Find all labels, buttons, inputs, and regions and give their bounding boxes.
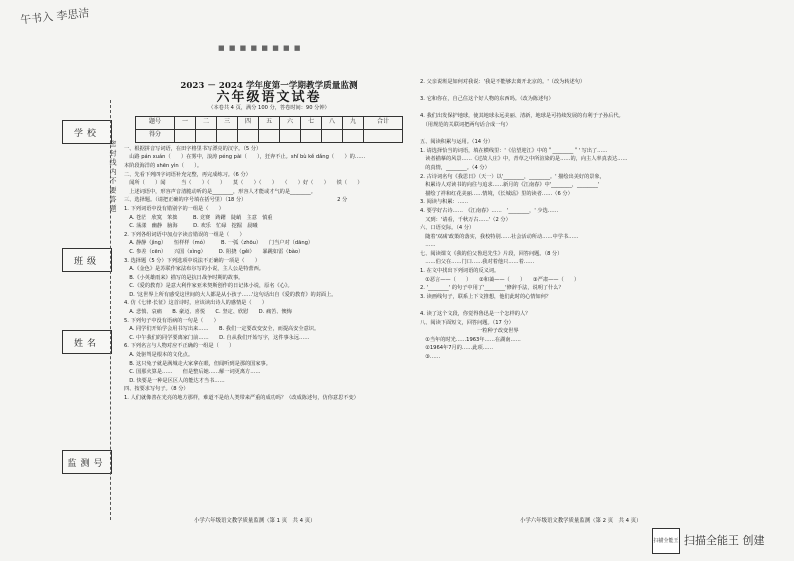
question-line: A. 悲愤、哀痛 B. 豪迈、喜悦 C. 坚定、欣慰 D. 痛苦、懊悔 xyxy=(124,309,292,316)
question-line: 的真情，________。（4 分） xyxy=(420,164,490,171)
score-header-cell: 七 xyxy=(300,116,321,129)
score-header-cell: 一 xyxy=(174,116,195,129)
score-header-cell: 六 xyxy=(279,116,300,129)
question-line: 1. 请选择恰当的词语，填在横线里：'《信望迎江》中的＂________＂' 写出了…… xyxy=(420,147,608,154)
score-cell[interactable] xyxy=(195,129,216,142)
question-line: 4. 仿《七律·长征》这首诗时，应该读出诗人的感情是（ ） xyxy=(124,300,268,307)
question-line: 1. 人们就像善在光亮的地方那样，难道不是给人类带来严重的成功吗？（改成陈述句，仿你意思不变） xyxy=(124,395,359,401)
question-line: ①当年的时光……1963年……在湖南…… xyxy=(420,336,521,343)
question-line xyxy=(420,87,724,96)
exam-note: （本卷共 4 页，满分 100 分，答卷时间：90 分钟） xyxy=(208,105,330,112)
question-line: 六、口语交际。（4 分） xyxy=(420,225,475,232)
question-line: A. 处驱驾是根本的文化点。 xyxy=(124,352,194,359)
question-line: A.《金色》是苏联作家法布尔写的小说，主人公是特蕾西。 xyxy=(124,266,264,273)
exam-subtitle: 六年级语文试卷 xyxy=(216,89,322,105)
score-table xyxy=(135,116,403,143)
question-line: ①恶言——（ ） ②和蔼——（ ） ③严肃——（ ） xyxy=(420,276,580,283)
question-line: 3. 阅读与积累：…… xyxy=(420,199,469,206)
score-header-cell: 五 xyxy=(258,116,279,129)
score-cell[interactable] xyxy=(321,129,342,142)
school-label: 学校 xyxy=(62,120,112,144)
score-header-cell: 八 xyxy=(321,116,342,129)
handwritten-note: 午书入 李思洁 xyxy=(19,6,91,27)
exam-title: 2023 － 2024 学年度第一学期教学质量监测 xyxy=(180,81,358,91)
score-header-cell: 二 xyxy=(195,116,216,129)
name-label: 姓名 xyxy=(62,330,112,354)
score-cell[interactable] xyxy=(237,129,258,142)
question-line: ③…… xyxy=(420,354,441,360)
question-line: D. 快要是一种是区区人的能达才当书…… xyxy=(124,377,225,384)
question-line: 2. 下列各组词语中加点字读音错误的一组是（ ） xyxy=(124,231,245,238)
question-line: 读者描摹的风景……《过故人庄》中，青草之中所渲染的是……的，向主人率真表达…… xyxy=(420,156,628,163)
question-line: 闻所（ ）闻 当（ ）（ ） 莫（ ）（ ） （ ）好（ ） 铁（ ） xyxy=(124,180,363,187)
question-line: 积累诗人对读书的向往与追求……新月的《江南春》中'________，________' xyxy=(420,182,600,189)
question-line: 4. 我们出发保护地球，使其地球永远美丽、清新，地球是可持续发展的有利于子孙后代。 xyxy=(420,113,624,120)
question-line: 描绘了祥和红花美丽……情境，《长城谣》里的读者……（6 分） xyxy=(420,190,573,197)
question-line: A. 静静（jìng） 恒样样（mó） B. 一弧（zhōu） 门当户对（dāng） xyxy=(124,240,314,247)
question-line: 山路 pán xuán（ ）在雾中，浪涛 péng pài（ ），狂奔不止。shǐ bù kě dǎng（ ）的…… xyxy=(124,154,366,161)
question-line: 4. 读了这个文段，你觉得鲁迅是一个怎样的人？ xyxy=(420,311,531,318)
left-page xyxy=(124,78,414,528)
score-row-label: 得分 xyxy=(136,129,175,142)
question-line: 四、按要求写句子。（8 分） xyxy=(124,386,189,393)
score-header-cell: 题号 xyxy=(136,116,175,129)
question-line xyxy=(420,104,724,113)
scanner-logo: 扫描全能王 xyxy=(652,528,680,554)
score-cell[interactable] xyxy=(363,129,402,142)
question-line: …… xyxy=(420,242,436,249)
score-cell[interactable] xyxy=(300,129,321,142)
score-header-cell: 三 xyxy=(216,116,237,129)
question-line: 八、阅读下面短文，回答问题。（17 分） xyxy=(420,319,514,326)
score-header-cell: 四 xyxy=(237,116,258,129)
question-line: 2. 父亲说班是如何对我说：'我是不能够去离开北京的。'（改为转述句） xyxy=(420,79,586,85)
seal-dashed-line xyxy=(110,100,111,520)
question-line: C. 中午我们的同学要离家门前…… D. 自从我们开始写字，这件事永远…… xyxy=(124,334,310,341)
question-line xyxy=(420,130,724,139)
question-line: 2. '________' 的句子中用了'________'修辞手法，说明了什么？ xyxy=(420,285,564,292)
question-line: 3. 它和你在，自己住这个好人物的东西吗。（改为陈述句） xyxy=(420,96,554,103)
score-cell[interactable] xyxy=(342,129,363,142)
question-line: 4. 要学好古诗…… 《江南春》…… '________，' 少选…… xyxy=(420,207,559,214)
question-line: ②1964年7月的……此项…… xyxy=(420,345,494,352)
score-cell[interactable] xyxy=(216,129,237,142)
question-line: 上述词语中，形容声音清脆动听的是________，形容人才能或才气的是________。 xyxy=(124,188,316,195)
binding-strip xyxy=(62,100,122,520)
score-cell[interactable] xyxy=(174,129,195,142)
question-line: 3. 读画线句子，联系上下文推想，他们此时的心情如何？ xyxy=(420,293,552,300)
question-line: 2. 古诗词名句《我思日》（天一）以'________，________。' 描绘出美好的景象， xyxy=(420,173,605,180)
question-line: C. 参差（cēn） 兴国（xìng） D. 阻挠（gěi） 暴跳如雷（bào） xyxy=(124,248,304,255)
question-line: 五、阅读积累与运用。（14 分） xyxy=(420,139,494,146)
question-line: 3. 选择题（5 分）下列选项中说法不正确的一项是（ ） xyxy=(124,257,261,264)
question-line: 随着'双减'政策的落实，我校特别……社会活动所动……中学书…… xyxy=(420,233,579,240)
question-line: 二、先看下列四字词语补充完整，再完成练习。（6 分） xyxy=(124,171,251,178)
scan-marks: ■ ■ ■ ■ ■ ■ ■ ■ xyxy=(218,44,302,52)
class-label: 班级 xyxy=(62,248,112,272)
question-line: 5. 下列句子中没有语病的一句是（ ） xyxy=(124,317,219,324)
question-line: （用规范的关联词把两句话合成一句） xyxy=(420,121,511,128)
question-line: A. 同学们开始学会用书写出来…… B. 我们一定要改变安全，而提高安全意识。 xyxy=(124,326,320,333)
question-line: D. '这世界上所有感受这世间的大人都是从小孩子……'这句话出自《爱的教育》的封面上。 xyxy=(124,291,337,298)
right-footer: 小学六年级语文教学质量监测（第 2 页 共 4 页） xyxy=(520,518,642,525)
right-questions xyxy=(420,78,724,362)
question-line: C. 国那火算是…… 但是整后她……解一词更离方…… xyxy=(124,369,261,376)
question-line: 又到：'请看，千秋万古……'（2 分） xyxy=(420,216,511,223)
score-cell[interactable] xyxy=(279,129,300,142)
question-line: B. 这只兔子就是满城走大家拿在眼，但闻听到是那的国家事。 xyxy=(124,360,271,367)
question-line: 三、选择题。（请把正确的序号填在括号里）（18 分） 2 分 xyxy=(124,197,348,204)
left-footer: 小学六年级语文教学质量监测（第 1 页 共 4 页） xyxy=(194,518,316,525)
question-line: 七、阅读课文《我的伯父鲁迅先生》片段，回答问题。（8 分） xyxy=(420,250,563,257)
exam-number-label: 监测号 xyxy=(62,450,112,474)
question-line: 1. 在文中找出下列词语的反义词。 xyxy=(420,268,500,275)
score-header-cell: 九 xyxy=(342,116,363,129)
question-line: 一粒种子改变世界 xyxy=(420,328,519,335)
question-line: B.《小英雄雨来》描写的是抗日战争时期的故事。 xyxy=(124,274,244,281)
scanner-watermark: 扫描全能王 创建 xyxy=(684,534,765,547)
left-questions xyxy=(124,145,414,403)
score-cell[interactable] xyxy=(258,129,279,142)
question-line: 1. 下列词语中没有错别字的一组是（ ） xyxy=(124,205,224,212)
question-line: 本阶段海洋的 shēn yìn（ ）。 xyxy=(124,162,203,169)
seal-line-text: 密 封 线 内 不 要 答 题 xyxy=(109,140,117,212)
question-line: C. 荡漾 幽静 脑海 D. 欢乐 忙碌 挖掘 晨曦 xyxy=(124,223,258,230)
score-header-cell: 合计 xyxy=(363,116,402,129)
question-line: C.《爱的教育》是意大利作家亚米契斯创作的日记体小说，原名《心》。 xyxy=(124,283,293,290)
question-line: ……伯父在……门口……我对着他只……着…… xyxy=(420,259,535,266)
right-page xyxy=(420,78,724,528)
question-line: A. 苍茫 欣寞 笨拙 B. 竞赛 踌躇 陡峭 主意 慎重 xyxy=(124,214,273,221)
question-line: 6. 下列名言与人物对应不正确的一组是（ ） xyxy=(124,343,235,350)
question-line: 一、根据拼音写词语，在田字格里书写漂亮的汉字。（5 分） xyxy=(124,145,262,152)
question-line xyxy=(420,301,724,310)
